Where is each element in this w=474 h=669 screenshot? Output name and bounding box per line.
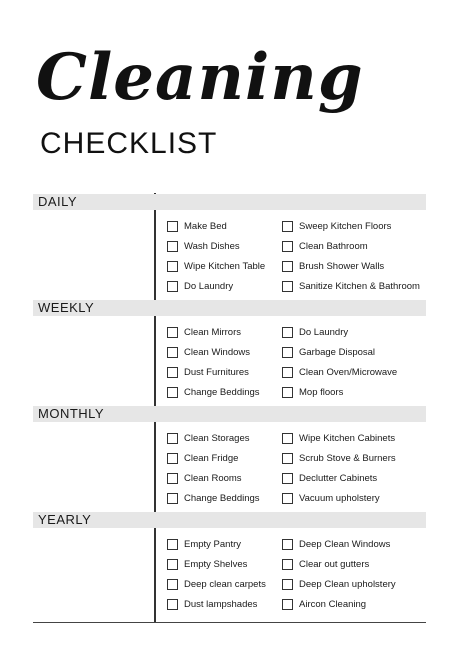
item-label: Do Laundry: [299, 326, 349, 338]
checkbox[interactable]: [282, 433, 293, 444]
checklist-item[interactable]: [167, 594, 282, 614]
item-label: Empty Pantry: [184, 538, 242, 550]
section-header: [33, 194, 426, 210]
checklist-item[interactable]: [167, 322, 282, 342]
checkbox[interactable]: [167, 241, 178, 252]
item-label: Deep Clean upholstery: [299, 578, 396, 590]
item-label: Clear out gutters: [299, 558, 370, 570]
checklist-item[interactable]: [282, 256, 427, 276]
checkbox[interactable]: [167, 559, 178, 570]
checklist-item[interactable]: [282, 216, 427, 236]
item-label: Vacuum upholstery: [299, 492, 380, 504]
checklist-item[interactable]: [167, 488, 282, 508]
checklist-item[interactable]: [282, 276, 427, 296]
checklist-item[interactable]: [282, 382, 427, 402]
section-yearly: [33, 512, 426, 610]
item-label: Wipe Kitchen Cabinets: [299, 432, 396, 444]
item-label: Change Beddings: [184, 492, 260, 504]
checklist-item[interactable]: [167, 276, 282, 296]
section-header: [33, 406, 426, 422]
checklist-item[interactable]: [282, 322, 427, 342]
item-label: Deep clean carpets: [184, 578, 266, 590]
checkbox[interactable]: [167, 473, 178, 484]
item-label: Scrub Stove & Burners: [299, 452, 396, 464]
checkbox[interactable]: [282, 241, 293, 252]
checklist-item[interactable]: [167, 382, 282, 402]
checklist-item[interactable]: [167, 428, 282, 448]
item-label: Make Bed: [184, 220, 227, 232]
item-label: Wipe Kitchen Table: [184, 260, 266, 272]
section-label: DAILY: [38, 194, 78, 209]
checklist-item[interactable]: [167, 256, 282, 276]
checkbox[interactable]: [167, 327, 178, 338]
section-header: [33, 512, 426, 528]
checklist-item[interactable]: [167, 216, 282, 236]
item-label: Brush Shower Walls: [299, 260, 385, 272]
item-label: Clean Storages: [184, 432, 250, 444]
checklist-item[interactable]: [282, 428, 427, 448]
checklist-item[interactable]: [167, 448, 282, 468]
item-label: Garbage Disposal: [299, 346, 376, 358]
checkbox[interactable]: [282, 221, 293, 232]
bottom-divider: [33, 622, 426, 623]
checkbox[interactable]: [282, 453, 293, 464]
section-header: [33, 300, 426, 316]
checkbox[interactable]: [167, 387, 178, 398]
item-label: Change Beddings: [184, 386, 260, 398]
checklist-item[interactable]: [282, 574, 427, 594]
item-label: Do Laundry: [184, 280, 234, 292]
checkbox[interactable]: [282, 347, 293, 358]
checklist-item[interactable]: [282, 488, 427, 508]
item-label: Aircon Cleaning: [299, 598, 367, 610]
checkbox[interactable]: [282, 387, 293, 398]
checkbox[interactable]: [282, 367, 293, 378]
section-label: WEEKLY: [38, 300, 95, 315]
item-label: Sweep Kitchen Floors: [299, 220, 392, 232]
item-label: Clean Oven/Microwave: [299, 366, 398, 378]
checkbox[interactable]: [167, 433, 178, 444]
item-label: Dust Furnitures: [184, 366, 249, 378]
checklist-item[interactable]: [282, 554, 427, 574]
item-label: Wash Dishes: [184, 240, 240, 252]
checklist-item[interactable]: [167, 468, 282, 488]
section-weekly: [33, 300, 426, 398]
checklist-item[interactable]: [167, 534, 282, 554]
item-label: Clean Windows: [184, 346, 250, 358]
section-monthly: [33, 406, 426, 504]
item-label: Clean Rooms: [184, 472, 242, 484]
checkbox[interactable]: [167, 579, 178, 590]
checkbox[interactable]: [282, 599, 293, 610]
checkbox[interactable]: [167, 539, 178, 550]
checkbox[interactable]: [167, 453, 178, 464]
checkbox[interactable]: [282, 261, 293, 272]
checkbox[interactable]: [167, 367, 178, 378]
checklist-item[interactable]: [282, 342, 427, 362]
checkbox[interactable]: [167, 493, 178, 504]
checklist-item[interactable]: [282, 448, 427, 468]
section-label: YEARLY: [38, 512, 92, 527]
checklist-item[interactable]: [282, 594, 427, 614]
item-label: Sanitize Kitchen & Bathroom: [299, 280, 420, 292]
checklist-item[interactable]: [167, 574, 282, 594]
checkbox[interactable]: [282, 493, 293, 504]
checklist-items: [167, 534, 427, 614]
checkbox[interactable]: [282, 281, 293, 292]
section-daily: [33, 194, 426, 292]
checklist-items: [167, 322, 427, 402]
item-label: Empty Shelves: [184, 558, 248, 570]
checklist-item[interactable]: [282, 468, 427, 488]
checklist-item[interactable]: [282, 362, 427, 382]
checklist-items: [167, 216, 427, 296]
checkbox[interactable]: [167, 599, 178, 610]
item-label: Clean Mirrors: [184, 326, 242, 338]
checklist-item[interactable]: [167, 342, 282, 362]
checkbox[interactable]: [167, 281, 178, 292]
checklist-item[interactable]: [167, 554, 282, 574]
item-label: Clean Bathroom: [299, 240, 368, 252]
checkbox[interactable]: [167, 221, 178, 232]
checkbox[interactable]: [282, 579, 293, 590]
checkbox[interactable]: [282, 559, 293, 570]
checkbox[interactable]: [282, 327, 293, 338]
checklist-item[interactable]: [282, 534, 427, 554]
checklist-items: [167, 428, 427, 508]
checklist-item[interactable]: [167, 236, 282, 256]
checkbox[interactable]: [167, 347, 178, 358]
checkbox[interactable]: [167, 261, 178, 272]
checklist-item[interactable]: [167, 362, 282, 382]
checkbox[interactable]: [282, 473, 293, 484]
item-label: Clean Fridge: [184, 452, 239, 464]
item-label: Mop floors: [299, 386, 344, 398]
item-label: Dust lampshades: [184, 598, 258, 610]
checklist-item[interactable]: [282, 236, 427, 256]
page-title: Cleaning: [36, 40, 364, 115]
checkbox[interactable]: [282, 539, 293, 550]
section-label: MONTHLY: [38, 406, 105, 421]
page-subtitle: CHECKLIST: [40, 127, 218, 160]
item-label: Declutter Cabinets: [299, 472, 378, 484]
item-label: Deep Clean Windows: [299, 538, 391, 550]
